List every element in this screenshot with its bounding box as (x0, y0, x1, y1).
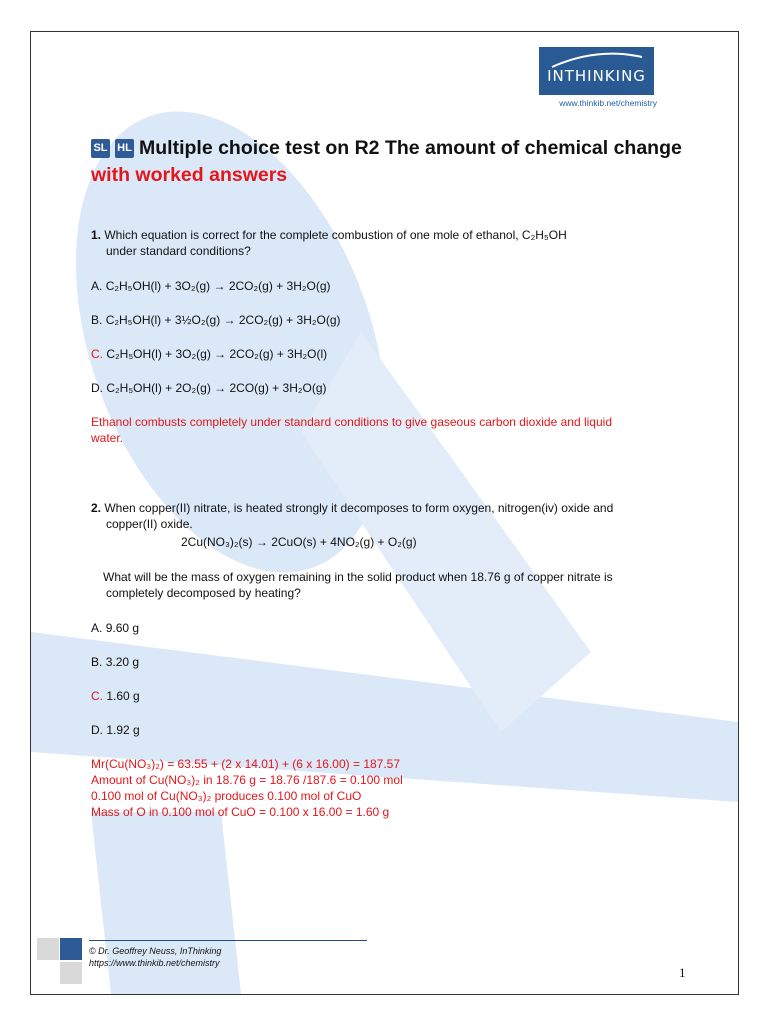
footer-square-grey-1 (37, 938, 59, 960)
inthinking-logo (539, 47, 654, 95)
q2-working-line2: Amount of Cu(NO₃)₂ in 18.76 g = 18.76 /187.6 = 0.100 mol (91, 773, 403, 787)
page-title (91, 135, 691, 189)
logo-text: INTHINKING (547, 67, 646, 85)
q1-explanation-line1: Ethanol combusts completely under standard conditions to give gaseous carbon dioxide and liquid (91, 415, 612, 429)
q1-option-d-letter: D. (91, 381, 103, 395)
q2-option-b-letter: B. (91, 655, 103, 669)
q2-option-a (91, 620, 139, 636)
title-main: Multiple choice test on R2 The amount of chemical change (139, 137, 682, 159)
sl-badge: SL (91, 139, 110, 158)
question-1-line1: Which equation is correct for the complete combustion of one mole of ethanol, C₂H₅OH (104, 228, 567, 242)
question-2-line2: copper(II) oxide. (106, 517, 193, 531)
logo-url[interactable]: www.thinkib.net/chemistry (559, 98, 657, 108)
question-2-number: 2. (91, 501, 102, 515)
q2-option-a-letter: A. (91, 621, 103, 635)
document-page (30, 31, 739, 995)
footer-url[interactable]: https://www.thinkib.net/chemistry (89, 958, 220, 968)
q2-working-line3: 0.100 mol of Cu(NO₃)₂ produces 0.100 mol of CuO (91, 789, 362, 803)
q2-option-d (91, 722, 140, 738)
question-2-prompt-line1: What will be the mass of oxygen remaining in the solid product when 18.76 g of copper nitrate is (103, 570, 613, 584)
footer-text (89, 945, 221, 969)
footer-copyright: © Dr. Geoffrey Neuss, InThinking (89, 946, 222, 956)
question-1-line2: under standard conditions? (106, 244, 251, 258)
q1-option-b-letter: B. (91, 313, 103, 327)
q2-option-a-text: 9.60 g (105, 621, 140, 635)
footer-divider (89, 940, 367, 941)
page-number: 1 (679, 965, 686, 980)
q2-option-d-letter: D. (91, 723, 103, 737)
question-2-text (91, 500, 613, 516)
q1-option-b (91, 312, 341, 328)
question-1-number: 1. (91, 228, 102, 242)
q1-option-d-text: C₂H₅OH(l) + 2O₂(g) → 2CO(g) + 3H₂O(g) (106, 381, 327, 395)
q2-option-b-text: 3.20 g (105, 655, 140, 669)
footer-square-blue (60, 938, 82, 960)
q1-option-c (91, 346, 327, 362)
q1-option-c-text: C₂H₅OH(l) + 3O₂(g) → 2CO₂(g) + 3H₂O(l) (106, 347, 328, 361)
q2-option-b (91, 654, 139, 670)
q2-option-c-text: 1.60 g (106, 689, 140, 703)
question-2-prompt-line2: completely decomposed by heating? (106, 586, 301, 600)
q1-option-c-letter: C. (91, 347, 103, 361)
q1-option-b-text: C₂H₅OH(l) + 3½O₂(g) → 2CO₂(g) + 3H₂O(g) (105, 313, 341, 327)
q2-working-line1: Mr(Cu(NO₃)₂) = 63.55 + (2 x 14.01) + (6 x 16.00) = 187.57 (91, 757, 401, 771)
hl-badge: HL (115, 139, 134, 158)
q1-option-a (91, 278, 331, 294)
q1-option-a-text: C₂H₅OH(l) + 3O₂(g) → 2CO₂(g) + 3H₂O(g) (105, 279, 331, 293)
question-2-equation: 2Cu(NO₃)₂(s) → 2CuO(s) + 4NO₂(g) + O₂(g) (181, 535, 417, 549)
q2-option-c-letter: C. (91, 689, 103, 703)
question-1-text (91, 227, 567, 243)
q1-option-a-letter: A. (91, 279, 103, 293)
q1-explanation-line2: water. (91, 431, 124, 445)
title-highlight: with worked answers (91, 164, 288, 186)
q2-working-line4: Mass of O in 0.100 mol of CuO = 0.100 x 16.00 = 1.60 g (91, 805, 390, 819)
q2-option-d-text: 1.92 g (106, 723, 140, 737)
footer-square-grey-2 (60, 962, 82, 984)
q2-option-c (91, 688, 140, 704)
q1-option-d (91, 380, 327, 396)
question-2-line1: When copper(II) nitrate, is heated strongly it decomposes to form oxygen, nitrogen(iv) oxide and (104, 501, 614, 515)
